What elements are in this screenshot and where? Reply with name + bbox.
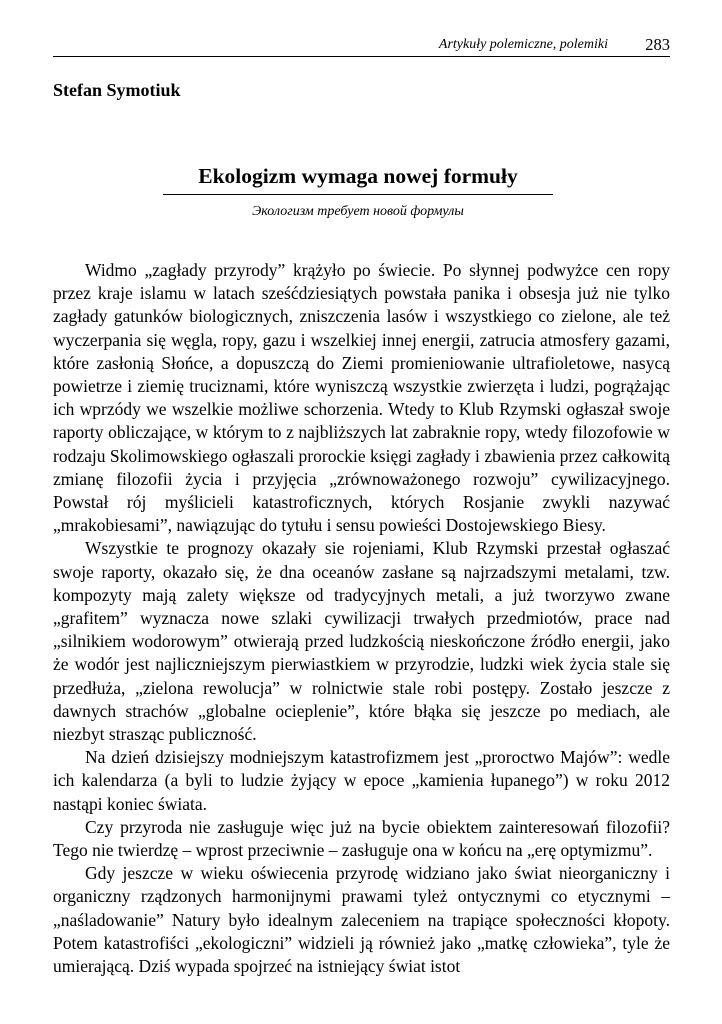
- article-title: Ekologizm wymaga nowej formuły: [198, 164, 518, 188]
- page-number: 283: [645, 35, 670, 54]
- title-divider: [163, 194, 553, 195]
- running-header: [53, 36, 670, 57]
- paragraph: Gdy jeszcze w wieku oświecenia przyrodę widziano jako świat nieorganiczny i organiczny rządzonych harmonijnymi prawami tyleż ontycznymi co etycznymi – „naśladowanie” Natury było idealnym zaleceniem na trapiące społeczności kłopoty. Potem katastrofiści „ekologiczni” widzieli ją również jako „matkę człowieka”, tyle że umierającą. Dziś wypada spojrzeć na istniejący świat istot: [53, 863, 670, 977]
- title-block: [163, 160, 553, 220]
- paragraph: Na dzień dzisiejszy modniejszym katastrofizmem jest „proroctwo Majów”: wedle ich kalendarza (a byli to ludzie żyjący w epoce „kamienia łupanego”) w roku 2012 nastąpi koniec świata.: [53, 747, 670, 814]
- paragraph: Wszystkie te prognozy okazały sie rojeniami, Klub Rzymski przestał ogłaszać swoje raporty, okazało się, że dna oceanów zasłane są najrzadszymi metalami, tzw. kompozyty mają zalety większe od tradycyjnych metali, a już tworzywo zwane „grafitem” wyznacza nowe szlaki cywilizacji trwałych przedmiotów, prace nad „silnikiem wodorowym” otwierają przed ludzkością nieskończone źródło energii, jako że wodór jest najliczniejszym pierwiastkiem w przyrodzie, ludzki wiek życia stale się przedłuża, „zielona rewolucja” w rolnictwie stale robi postępy. Zostało jeszcze z dawnych strachów „globalne ocieplenie”, które błąka się jeszcze po mediach, ale niezbyt strasząc publiczność.: [53, 538, 670, 745]
- running-title: Artykuły polemiczne, polemiki: [438, 37, 608, 52]
- paragraph: Widmo „zagłady przyrody” krążyło po świecie. Po słynnej podwyżce cen ropy przez kraje islamu w latach sześćdziesiątych powstała panika i obsesja już nie tylko zagłady gatunków biologicznych, zniszczenia lasów i wszystkiego co zielone, ale też wyczerpania się węgla, ropy, gazu i wszelkiej innej energii, zatrucia atmosfery gazami, które zasłonią Słońce, a dopuszczą do Ziemi promieniowanie ultrafioletowe, nasycą powietrze i ziemię truciznami, które wyniszczą wszystkie zwierzęta i ludzi, pogrążając ich wprzódy we wszelkie możliwe schorzenia. Wtedy to Klub Rzymski ogłaszał swoje raporty obliczające, w którym to z najbliższych lat zabraknie ropy, wtedy filozofowie w rodzaju Skolimowskiego ogłaszali prorockie księgi zagłady i zbawienia przez całkowitą zmianę filozofii życia i przyjęcia „zrównoważonego rozwoju” cywilizacyjnego. Powstał rój myślicieli katastroficznych, których Rosjanie zwykli nazywać „mrakobiesami”, nawiązując do tytułu i sensu powieści Dostojewskiego Biesy.: [53, 260, 670, 536]
- article-body: [53, 259, 670, 978]
- article-subtitle: Экологизм требует новой формулы: [252, 204, 464, 219]
- author-name: Stefan Symotiuk: [53, 80, 181, 100]
- paragraph: Czy przyroda nie zasługuje więc już na bycie obiektem zainteresowań filozofii? Tego nie twierdzę – wprost przeciwnie – zasługuje ona w końcu na „erę optymizmu”.: [53, 816, 670, 861]
